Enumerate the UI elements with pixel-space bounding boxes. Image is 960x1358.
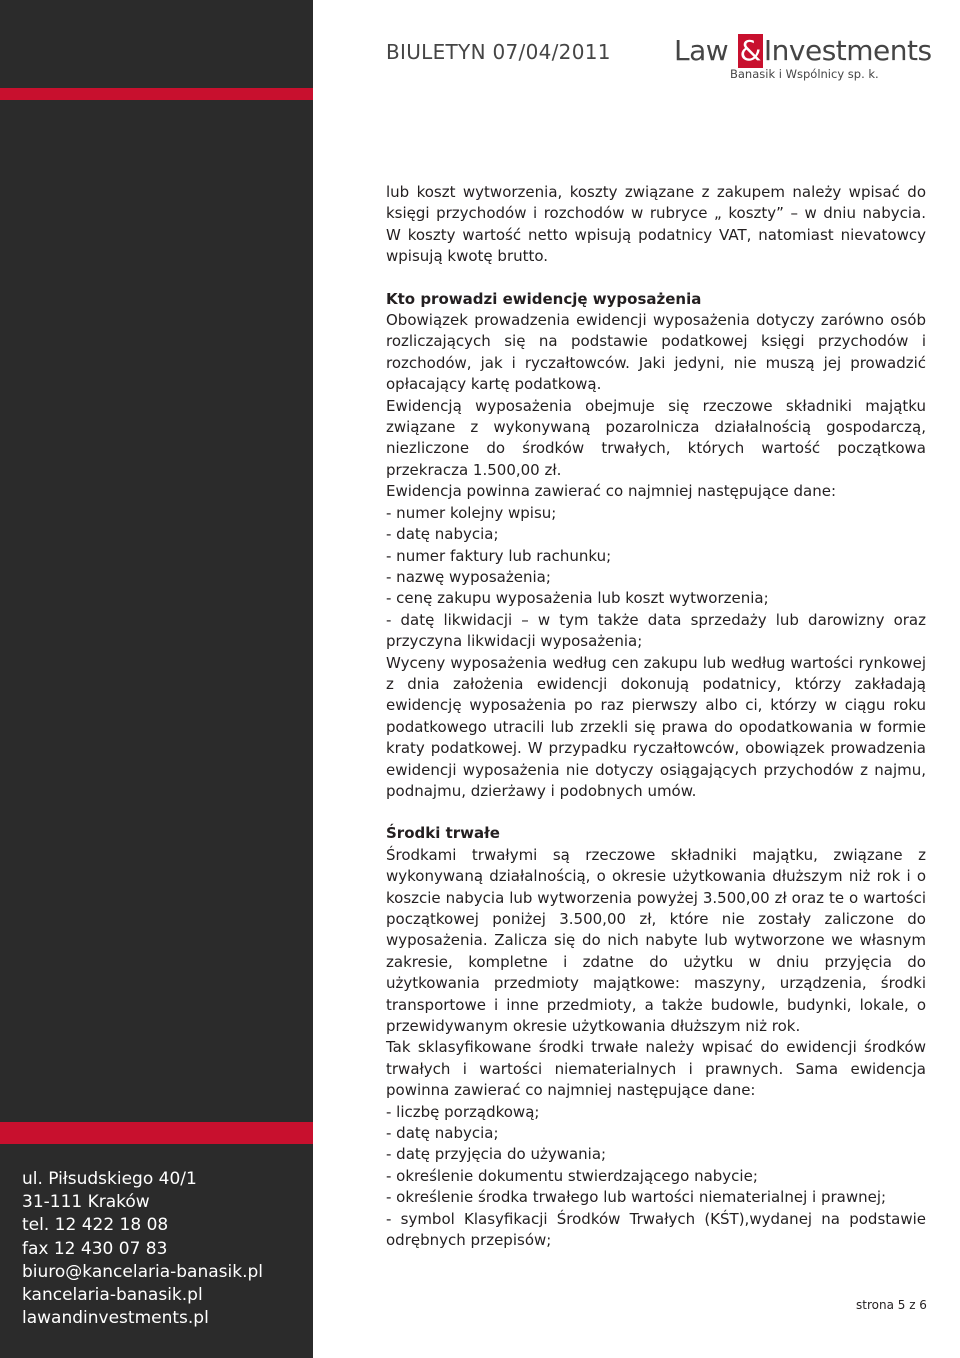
- list-item: - liczbę porządkową;: [386, 1102, 540, 1121]
- sidebar: [0, 0, 313, 1358]
- paragraph: Środkami trwałymi są rzeczowe składniki majątku, związane z wykonywaną działalnością, o okresie użytkowania dłuższym niż rok i o koszcie nabycia lub wytworzenia powyżej 3.500,00 zł oraz te o wartości początkowej poniżej 3.500,00 zł, które nie zostały zaliczone do wyposażenia. Zalicza się do nich nabyte lub wytworzone we własnym zakresie, kompletne i zdatne do użytku w dniu przyjęcia do użytkowania przedmioty majątkowe: maszyny, urządzenia, środki transportowe i inne przedmioty, a także budowle, budynki, lokale, o przewidywanym okresie użytkowania dłuższym niż rok.: [386, 845, 926, 1036]
- list-item: - określenie dokumentu stwierdzającego nabycie;: [386, 1166, 758, 1185]
- list-item: - określenie środka trwałego lub wartości niematerialnej i prawnej;: [386, 1188, 887, 1207]
- list-item: - symbol Klasyfikacji Środków Trwałych (KŚT),wydanej na podstawie odrębnych przepisów;: [386, 1209, 926, 1250]
- paragraph: Wyceny wyposażenia według cen zakupu lub według wartości rynkowej z dnia założenia ewidencji dokonują podatnicy, którzy zakładają ewidencję wyposażenia po raz pierwszy albo ci, którzy w ciągu roku podatkowego utracili lub zrzekli się prawa do opodatkowania w formie kraty podatkowej. W przypadku ryczałtowców, obowiązek prowadzenia ewidencji wyposażenia nie dotyczy osiągających przychodów z najmu, podnajmu, dzierżawy i podobnych umów.: [386, 653, 926, 800]
- logo-subtitle: Banasik i Wspólnicy sp. k.: [730, 67, 879, 81]
- logo-wordmark: [674, 34, 932, 68]
- list-item: - datę nabycia;: [386, 1124, 499, 1143]
- page-number: strona 5 z 6: [856, 1298, 927, 1312]
- paragraph: Ewidencją wyposażenia obejmuje się rzeczowe składniki majątku związane z wykonywaną pozarolnicza działalnością gospodarczą, niezliczone do środków trwałych, których wartość początkowa przekracza 1.500,00 zł.: [386, 396, 926, 479]
- main-content: [386, 182, 926, 1252]
- contact-website-link-1[interactable]: kancelaria-banasik.pl: [22, 1285, 203, 1306]
- list-item: - numer kolejny wpisu;: [386, 503, 557, 522]
- contact-city: 31-111 Kraków: [22, 1192, 150, 1213]
- list-item: - datę likwidacji – w tym także data sprzedaży lub darowizny oraz przyczyna likwidacji wyposażenia;: [386, 610, 926, 651]
- paragraph: Tak sklasyfikowane środki trwałe należy wpisać do ewidencji środków trwałych i wartości niematerialnych i prawnych. Sama ewidencja powinna zawierać co najmniej następujące dane:: [386, 1038, 926, 1100]
- logo-ampersand: &: [739, 34, 761, 67]
- intro-paragraph: lub koszt wytworzenia, koszty związane z zakupem należy wpisać do księgi przychodów i rozchodów w rubryce „ koszty” – w dniu nabycia. W koszty wartość netto wpisują podatnicy VAT, natomiast nievatowcy wpisują kwotę brutto.: [386, 183, 926, 266]
- list-item: - numer faktury lub rachunku;: [386, 546, 612, 565]
- contact-website-link-2[interactable]: lawandinvestments.pl: [22, 1308, 209, 1329]
- sidebar-bottom-accent-stripe: [0, 1122, 313, 1144]
- contact-phone: tel. 12 422 18 08: [22, 1215, 169, 1236]
- logo-text-investments: Investments: [763, 34, 932, 67]
- list-item: - datę przyjęcia do używania;: [386, 1145, 607, 1164]
- list-item: - cenę zakupu wyposażenia lub koszt wytworzenia;: [386, 589, 769, 608]
- logo-text-law: Law: [674, 34, 737, 67]
- section-heading-srodki-trwale: Środki trwałe: [386, 824, 500, 843]
- sidebar-top-accent-stripe: [0, 88, 313, 100]
- bulletin-title: BIULETYN 07/04/2011: [386, 40, 611, 64]
- list-item: - datę nabycia;: [386, 525, 499, 544]
- section-heading-wyposazenie: Kto prowadzi ewidencję wyposażenia: [386, 289, 702, 308]
- paragraph: Ewidencja powinna zawierać co najmniej następujące dane:: [386, 482, 837, 501]
- contact-email-link[interactable]: biuro@kancelaria-banasik.pl: [22, 1261, 263, 1282]
- paragraph: Obowiązek prowadzenia ewidencji wyposażenia dotyczy zarówno osób rozliczających się na podstawie podatkowej księgi przychodów i rozchodów, jak i ryczałtowców. Jaki jedyni, nie muszą jej prowadzić opłacający kartę podatkową.: [386, 311, 926, 394]
- list-item: - nazwę wyposażenia;: [386, 567, 551, 586]
- contact-fax: fax 12 430 07 83: [22, 1238, 168, 1259]
- contact-block: [22, 1168, 307, 1330]
- contact-address: ul. Piłsudskiego 40/1: [22, 1169, 197, 1189]
- company-logo: [674, 22, 934, 84]
